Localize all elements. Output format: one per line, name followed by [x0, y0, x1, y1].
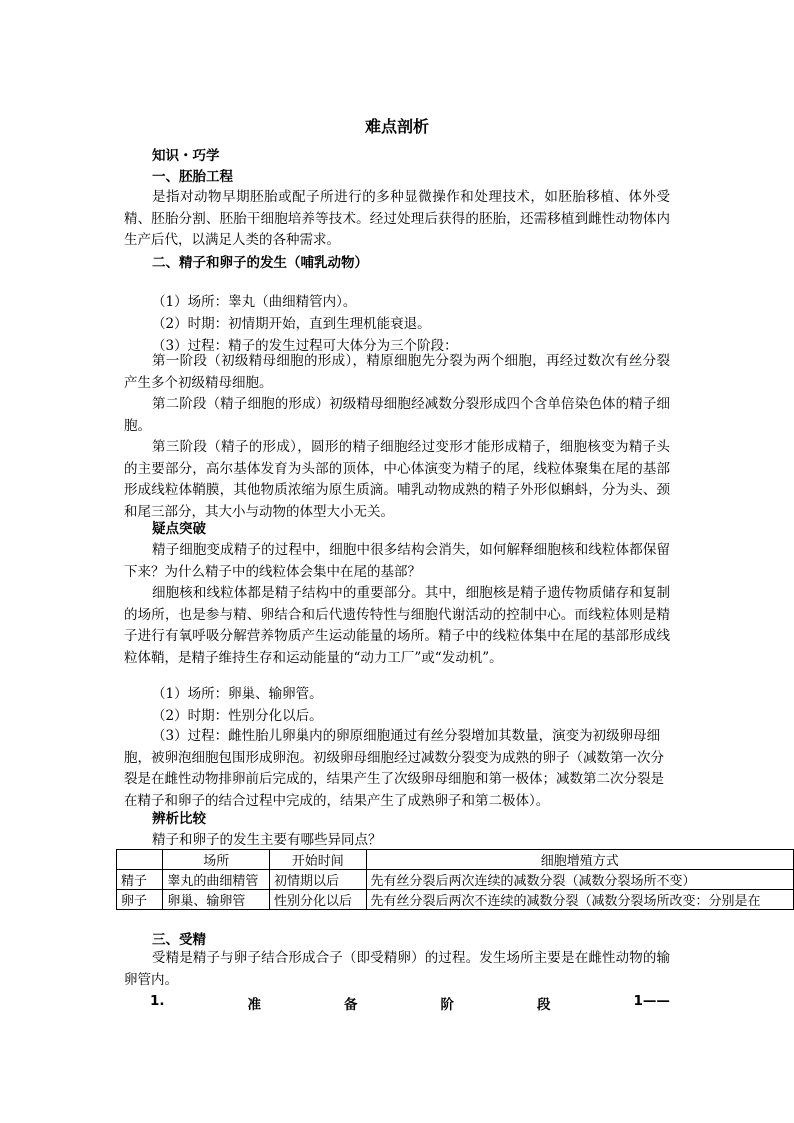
prep-word: 备: [344, 997, 358, 1013]
section-3-heading: 三、受精: [152, 932, 206, 948]
section-2-heading: 二、精子和卵子的发生（哺乳动物）: [152, 255, 368, 271]
doubt-answer: 细胞核和线粒体都是精子结构中的重要部分。其中，细胞核是精子遗传物质储存和复制的场所，也是参与精、卵结合和后代遗传特性与细胞代谢活动的控制中心。而线粒体则是精子进行有氧呼吸分解营养物质产生运动能量的场所。精子中的线粒体集中在尾的基部形成线粒体鞘，是精子维持生存和运动能量的“动力工厂”或“发动机”。: [124, 585, 670, 666]
table-cell: 初情期以后: [270, 870, 366, 890]
doubt-question: 精子细胞变成精子的过程中，细胞中很多结构会消失，如何解释细胞核和线粒体都保留下来？为什么精子中的线粒体会集中在尾的基部？: [124, 542, 670, 580]
table-row: [117, 890, 794, 910]
table-cell: 卵子: [117, 890, 163, 910]
table-cell: 睾丸的曲细精管: [163, 870, 270, 890]
table-header-cell: 细胞增殖方式: [366, 850, 794, 870]
sperm-stage-1: 第一阶段（初级精母细胞的形成），精原细胞先分裂为两个细胞，再经过数次有丝分裂产生多个初级精母细胞。: [124, 353, 670, 391]
prep-word: 1.: [150, 993, 165, 1009]
sperm-process: （3）过程：精子的发生过程可大体分为三个阶段：: [152, 338, 458, 354]
table-cell: 卵巢、输卵管: [163, 890, 270, 910]
table-header-row: [117, 850, 794, 870]
prep-word: 段: [537, 997, 551, 1013]
egg-place: （1）场所：卵巢、输卵管。: [152, 686, 323, 702]
comparison-table: [116, 849, 794, 910]
prep-word: 1——: [633, 993, 670, 1009]
doubt-heading: 疑点突破: [152, 521, 206, 537]
table-row: [117, 870, 794, 890]
egg-process: （3）过程：雌性胎儿卵巢内的卵原细胞通过有丝分裂增加其数量，演变为初级卵母细胞，被卵泡细胞包围形成卵泡。初级卵母细胞经过减数分裂变为成熟的卵子（减数第一次分裂是在雌性动物排卵前后完成的，结果产生了次级卵母细胞和第一极体；减数第二次分裂是在精子和卵子的结合过程中完成的，结果产生了成熟卵子和第二极体）。: [124, 728, 664, 809]
preparation-stage-line: [150, 993, 670, 1013]
sperm-stage-3: 第三阶段（精子的形成），圆形的精子细胞经过变形才能形成精子，细胞核变为精子头的主要部分，高尔基体发育为头部的顶体，中心体演变为精子的尾，线粒体聚集在尾的基部形成线粒体鞘膜，其他物质浓缩为原生质滴。哺乳动物成熟的精子外形似蝌蚪，分为头、颈和尾三部分，其大小与动物的体型大小无关。: [124, 439, 670, 520]
sperm-stage-2: 第二阶段（精子细胞的形成）初级精母细胞经减数分裂形成四个含单倍染色体的精子细胞。: [124, 396, 670, 434]
table-header-cell: 开始时间: [270, 850, 366, 870]
prep-word: 准: [247, 997, 262, 1013]
compare-heading: 辨析比较: [152, 811, 206, 827]
page-title: 难点剖析: [364, 117, 429, 136]
compare-question: 精子和卵子的发生主要有哪些异同点？: [152, 832, 382, 848]
table-cell: 性别分化以后: [270, 890, 366, 910]
section-1-text: 是指对动物早期胚胎或配子所进行的多种显微操作和处理技术，如胚胎移植、体外受精、胚胎分割、胚胎干细胞培养等技术。经过处理后获得的胚胎，还需移植到雌性动物体内生产后代，以满足人类的各种需求。: [124, 189, 670, 248]
table-cell: 先有丝分裂后两次不连续的减数分裂（减数分裂场所改变：分别是在: [366, 890, 794, 910]
section-3-text: 受精是精子与卵子结合形成合子（即受精卵）的过程。发生场所主要是在雌性动物的输卵管内。: [124, 950, 670, 988]
prep-word: 阶: [440, 997, 455, 1013]
egg-time: （2）时期：性别分化以后。: [152, 708, 323, 724]
sperm-place: （1）场所：睾丸（曲细精管内）。: [152, 294, 357, 310]
section-1-heading: 一、胚胎工程: [152, 169, 233, 185]
table-cell: 精子: [117, 870, 163, 890]
table-header-cell: [117, 850, 163, 870]
table-header-cell: 场所: [163, 850, 270, 870]
section-knowledge-heading: 知识・巧学: [152, 148, 220, 164]
table-cell: 先有丝分裂后两次连续的减数分裂（减数分裂场所不变）: [366, 870, 794, 890]
sperm-time: （2）时期：初情期开始，直到生理机能衰退。: [152, 316, 431, 332]
